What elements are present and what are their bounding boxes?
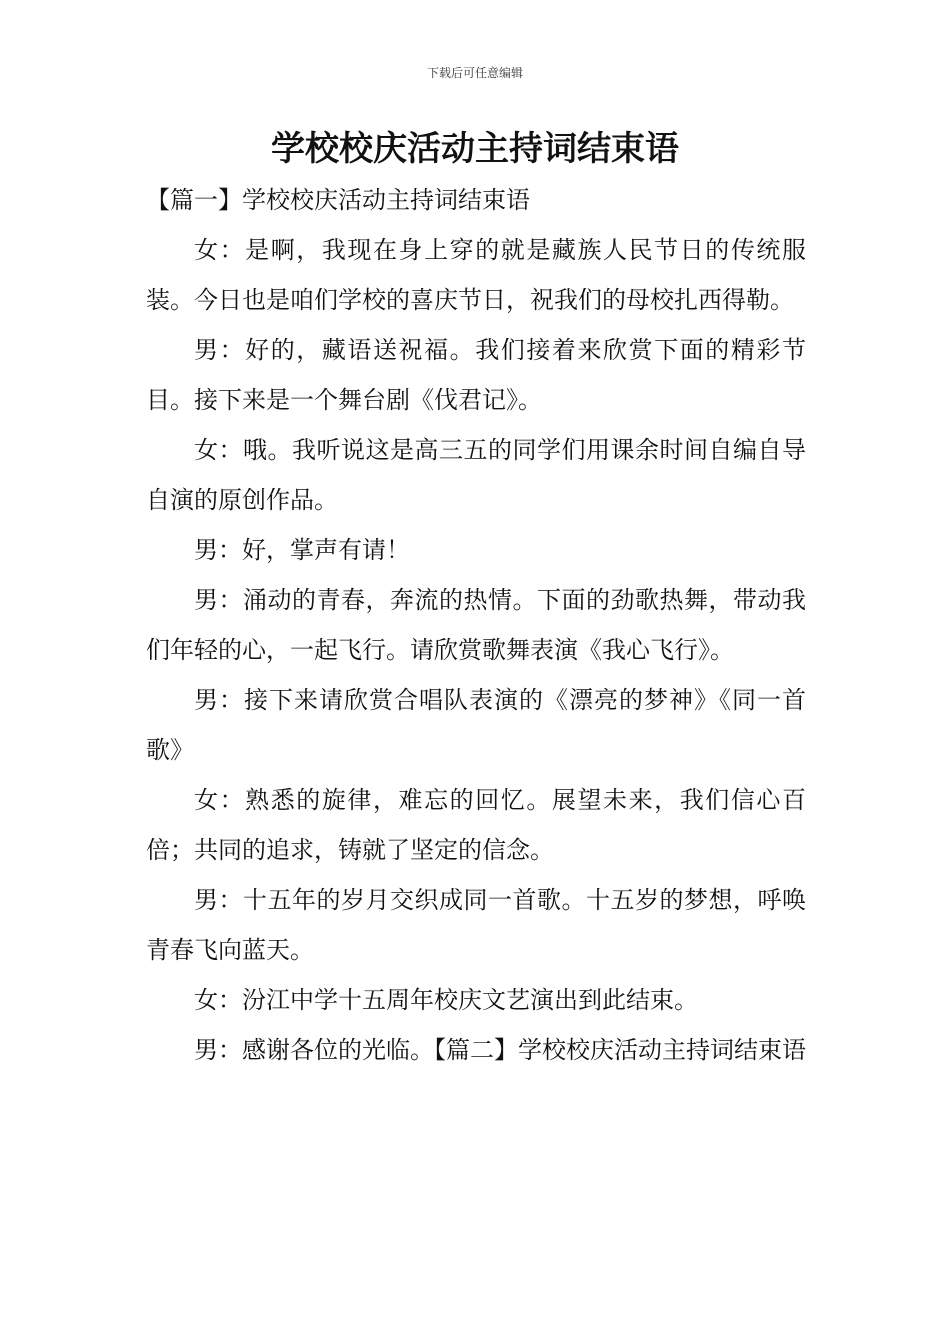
- section-heading: 【篇一】学校校庆活动主持词结束语: [146, 186, 530, 214]
- document-title: 学校校庆活动主持词结束语: [271, 129, 679, 169]
- paragraph: 男：感谢各位的光临。【篇二】学校校庆活动主持词结束语: [194, 1036, 806, 1064]
- document-body: [146, 175, 806, 1075]
- paragraph: 女：汾江中学十五周年校庆文艺演出到此结束。: [194, 986, 698, 1014]
- paragraph: 男：接下来请欣赏合唱队表演的《漂亮的梦神》《同一首歌》: [146, 686, 806, 764]
- header-note: 下载后可任意编辑: [426, 66, 523, 80]
- paragraph: 女：是啊，我现在身上穿的就是藏族人民节日的传统服装。今日也是咱们学校的喜庆节日，祝我们的母校扎西得勒。: [146, 236, 806, 314]
- paragraph: 女：哦。我听说这是高三五的同学们用课余时间自编自导自演的原创作品。: [146, 436, 806, 514]
- paragraph: 男：十五年的岁月交织成同一首歌。十五岁的梦想，呼唤青春飞向蓝天。: [146, 886, 806, 964]
- paragraph: 女：熟悉的旋律，难忘的回忆。展望未来，我们信心百倍；共同的追求，铸就了坚定的信念。: [146, 786, 806, 864]
- paragraph: 男：涌动的青春，奔流的热情。下面的劲歌热舞，带动我们年轻的心，一起飞行。请欣赏歌舞表演《我心飞行》。: [146, 586, 806, 664]
- paragraph: 男：好，掌声有请！: [194, 536, 410, 564]
- paragraph: 男：好的，藏语送祝福。我们接着来欣赏下面的精彩节目。接下来是一个舞台剧《伐君记》。: [146, 336, 806, 414]
